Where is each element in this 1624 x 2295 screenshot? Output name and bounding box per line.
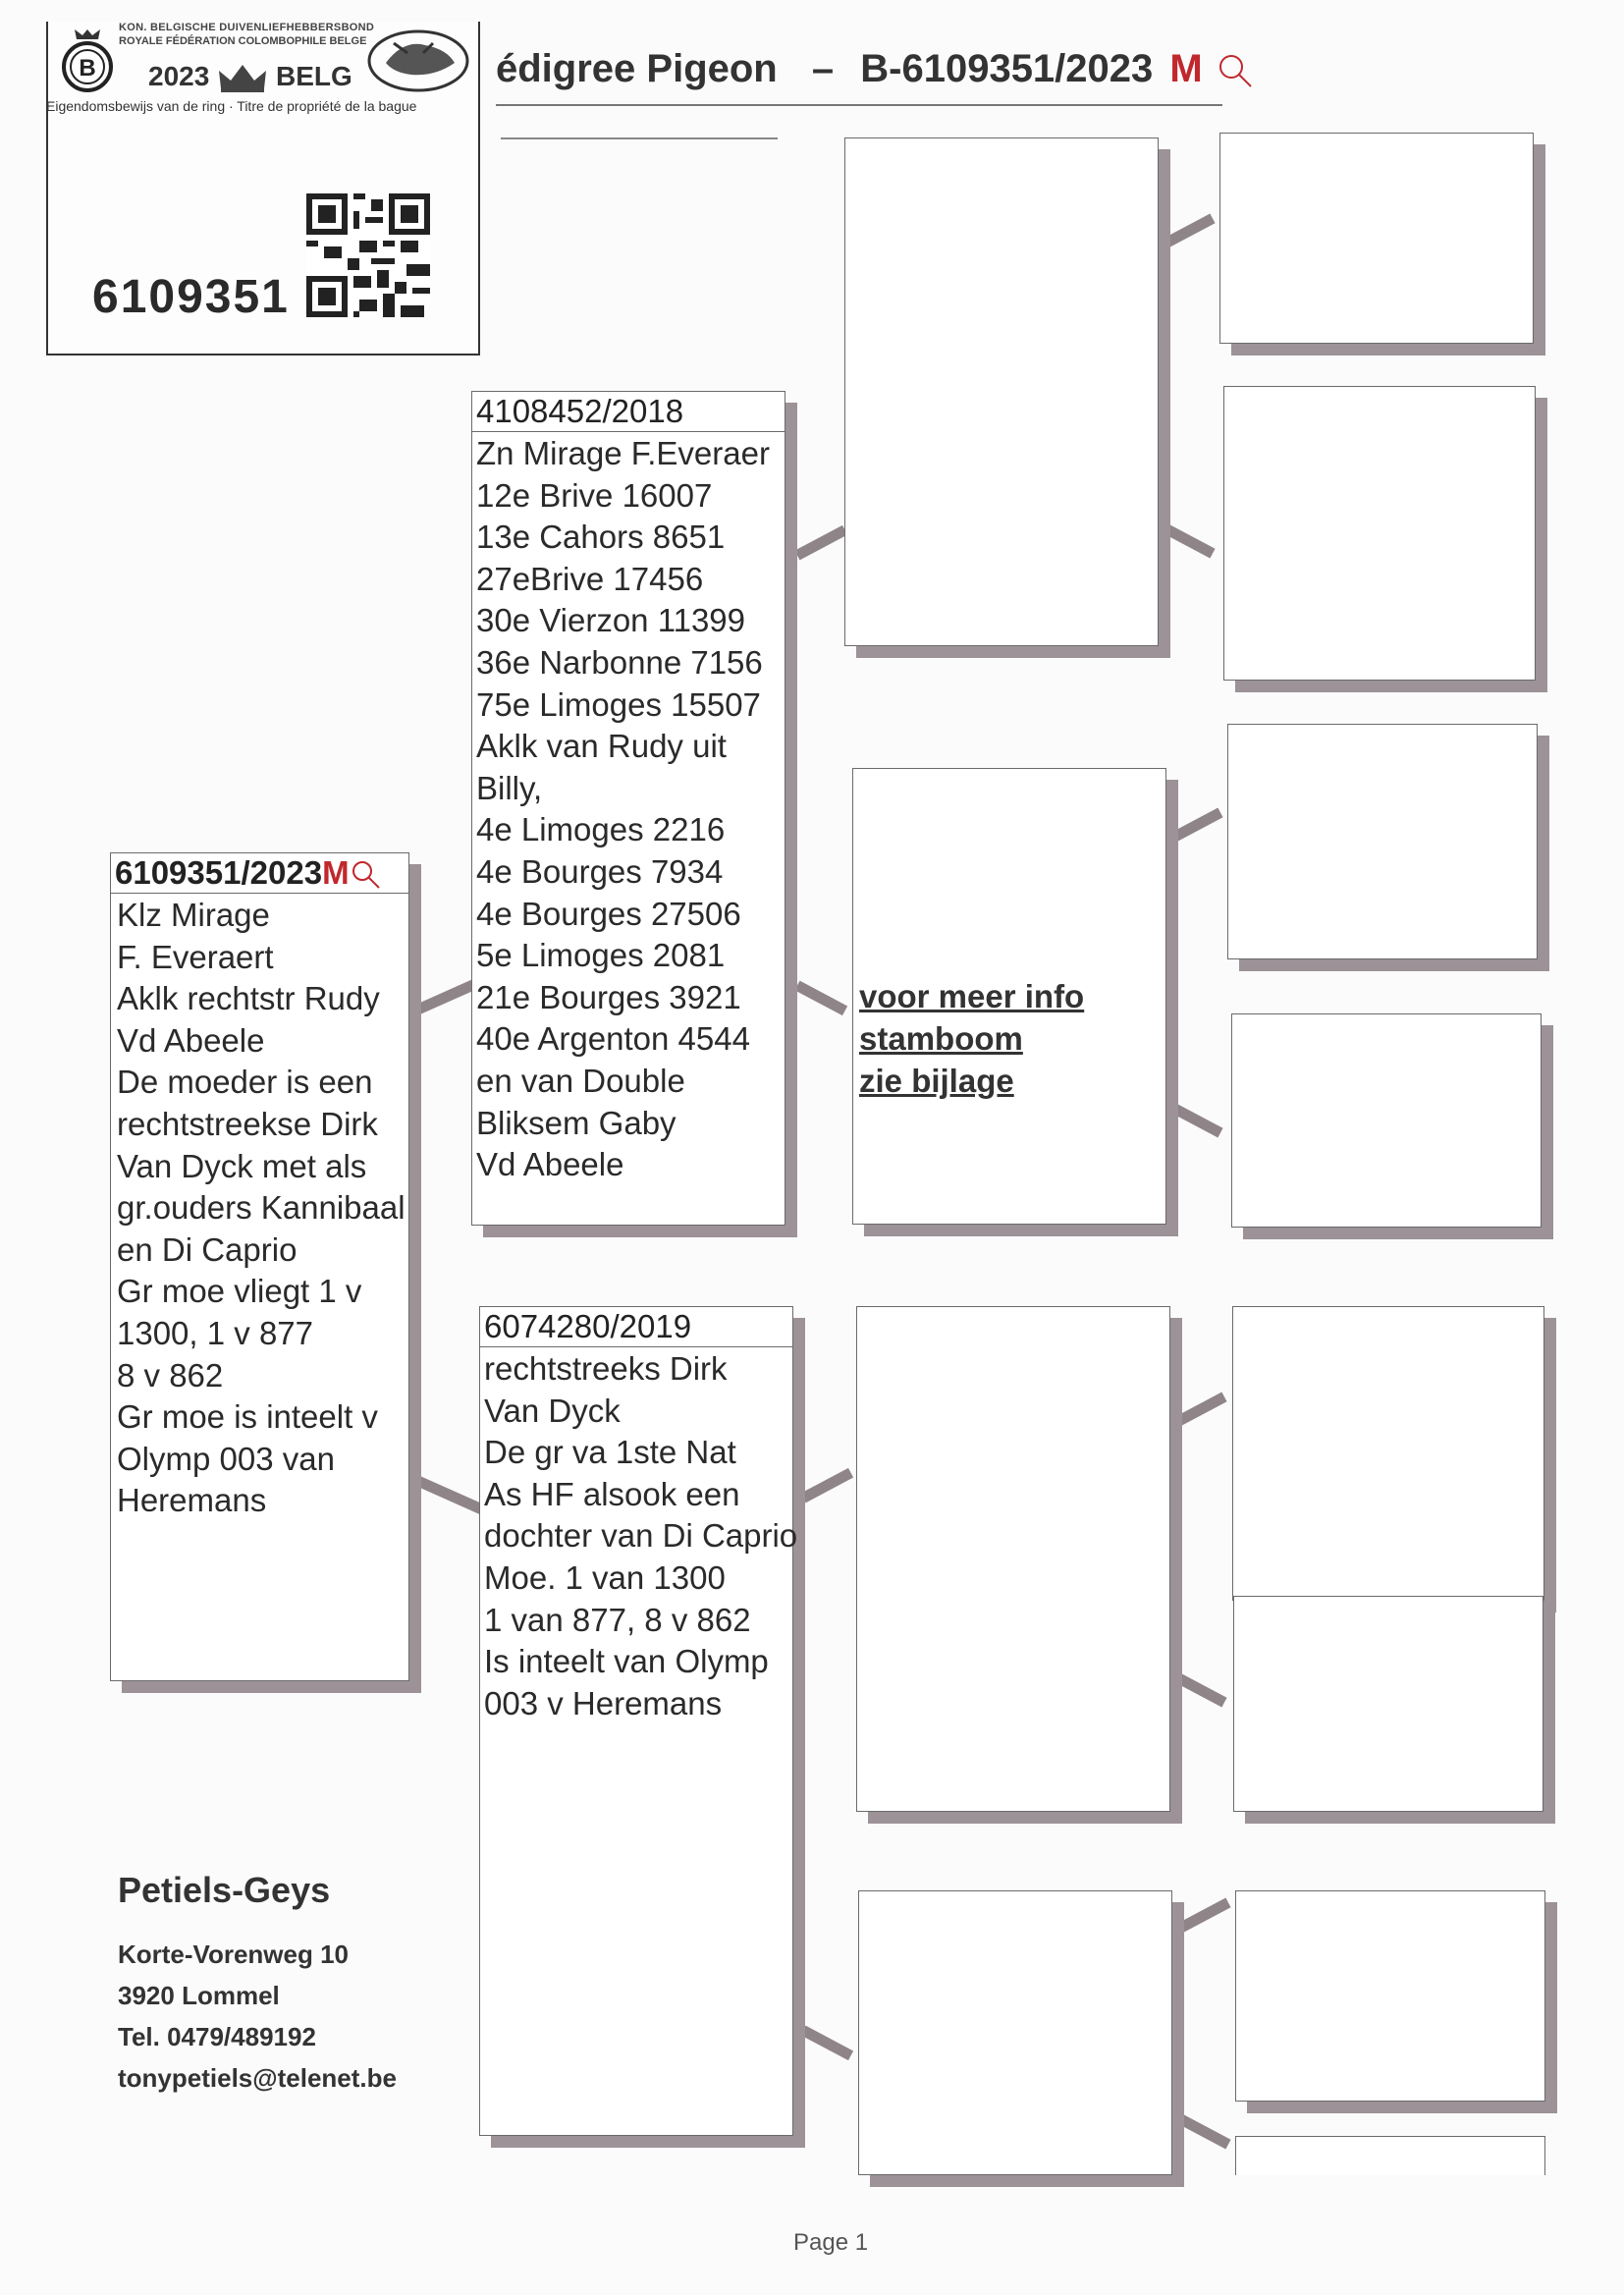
subject-line: Gr moe is inteelt v [117, 1398, 378, 1436]
dam-line: Van Dyck [484, 1392, 621, 1429]
dam-line: Moe. 1 van 1300 [484, 1558, 726, 1596]
sire-line: Aklk van Rudy uit [476, 728, 727, 765]
ring-caption: Eigendomsbewijs van de ring · Titre de propriété de la bague [46, 98, 417, 114]
great-grandparent-card [1231, 1013, 1542, 1228]
sire-line: 36e Narbonne 7156 [476, 643, 763, 681]
title-sex: M [1169, 47, 1203, 90]
subject-ring-header [111, 853, 408, 894]
subject-line: en Di Caprio [117, 1230, 298, 1268]
title-dash: – [811, 47, 835, 90]
sire-line: Billy, [476, 769, 543, 806]
subject-line: Olymp 003 van [117, 1440, 335, 1477]
sire-line: 75e Limoges 15507 [476, 685, 761, 723]
subject-ring-number: 6109351/2023 [115, 854, 323, 891]
more-info-line: zie bijlage [859, 1063, 1014, 1099]
sire-card [471, 391, 785, 1226]
sire-line: 5e Limoges 2081 [476, 937, 726, 974]
subject-line: 1300, 1 v 877 [117, 1314, 313, 1351]
subject-line: Gr moe vliegt 1 v [117, 1273, 362, 1310]
subject-line: Aklk rechtstr Rudy [117, 980, 380, 1017]
connector-line [1173, 2112, 1230, 2150]
search-mark-icon [350, 858, 383, 892]
great-grandparent-card [1223, 386, 1536, 681]
sire-line: Bliksem Gaby [476, 1104, 677, 1141]
sire-line: 40e Argenton 4544 [476, 1020, 750, 1058]
connector-line [794, 525, 847, 561]
connector-line [1158, 521, 1215, 559]
dam-line: rechtstreeks Dirk [484, 1350, 728, 1387]
sire-line: 4e Bourges 27506 [476, 895, 741, 932]
more-info-line: stamboom [859, 1020, 1023, 1057]
sire-line: 30e Vierzon 11399 [476, 602, 746, 639]
subject-line: Vd Abeele [117, 1021, 265, 1059]
dam-card [479, 1306, 798, 2136]
subject-pigeon-card [110, 852, 409, 1681]
connector-line [800, 1468, 853, 1503]
owner-email: tonypetiels@telenet.be [118, 2063, 397, 2093]
title-underline [501, 137, 778, 139]
owner-name: Petiels-Geys [118, 1870, 331, 1910]
dam-description [480, 1348, 797, 1724]
crown-icon [215, 61, 270, 94]
qr-code-icon [306, 193, 430, 317]
dam-ring-number: 6074280/2019 [480, 1307, 792, 1347]
connector-line [1169, 1392, 1226, 1429]
great-grandparent-card [1235, 2136, 1545, 2175]
sire-line: en van Double [476, 1062, 685, 1099]
connector-line [1165, 807, 1222, 845]
ring-card-number: 6109351 [92, 271, 290, 323]
dam-line: 1 van 877, 8 v 862 [484, 1601, 751, 1638]
sire-ring-number: 4108452/2018 [472, 392, 785, 432]
federation-name-nl: KON. BELGISCHE DUIVENLIEFHEBBERSBOND [119, 22, 375, 33]
granddam-maternal-card [858, 1890, 1172, 2175]
owner-phone: Tel. 0479/489192 [118, 2022, 316, 2051]
sire-line: 21e Bourges 3921 [476, 978, 741, 1015]
connector-line [1165, 1101, 1222, 1138]
more-info-note [859, 975, 1084, 1102]
dam-line: De gr va 1ste Nat [484, 1434, 736, 1471]
connector-line [794, 981, 847, 1016]
dam-line: dochter van Di Caprio [484, 1517, 798, 1555]
subject-line: Heremans [117, 1482, 267, 1519]
connector-line [800, 2026, 853, 2061]
sire-line: 4e Bourges 7934 [476, 852, 724, 890]
search-mark-icon [1216, 51, 1255, 90]
owner-city: 3920 Lommel [118, 1981, 280, 2010]
dam-line: 003 v Heremans [484, 1684, 723, 1721]
granddam-paternal-card [852, 768, 1166, 1225]
federation-name-fr: ROYALE FÉDÉRATION COLOMBOPHILE BELGE [119, 35, 367, 47]
connector-line [1173, 1897, 1230, 1935]
subject-line: Van Dyck met als [117, 1147, 367, 1184]
subject-line: rechtstreekse Dirk [117, 1105, 378, 1142]
great-grandparent-card [1227, 724, 1538, 959]
great-grandparent-card [1235, 1890, 1545, 2102]
title-text: édigree Pigeon [496, 47, 778, 90]
great-grandparent-card [1219, 133, 1534, 344]
subject-description [113, 895, 406, 1522]
connector-line [410, 1473, 487, 1515]
connector-line [1158, 213, 1215, 250]
subject-line: Klz Mirage [117, 897, 270, 933]
sire-line: Vd Abeele [476, 1146, 624, 1183]
grandsire-maternal-card [856, 1306, 1170, 1812]
great-grandparent-card [1232, 1306, 1544, 1601]
page-number: Page 1 [793, 2229, 869, 2256]
title-ring: B-6109351/2023 [860, 47, 1154, 90]
emblem-letter: B [79, 55, 96, 82]
page-title [496, 47, 1255, 91]
sire-line: 27eBrive 17456 [476, 560, 704, 597]
owner-street: Korte-Vorenweg 10 [118, 1940, 350, 1969]
subject-line: De moeder is een [117, 1064, 373, 1101]
pigeon-logo-icon [364, 24, 472, 92]
dam-line: Is inteelt van Olymp [484, 1643, 769, 1680]
more-info-line: voor meer info [859, 978, 1085, 1014]
great-grandparent-card [1233, 1596, 1543, 1812]
sire-line: 4e Limoges 2216 [476, 811, 726, 848]
ring-ownership-card [46, 22, 480, 355]
sire-line: 12e Brive 16007 [476, 476, 713, 514]
sire-line: Zn Mirage F.Everaer [476, 435, 770, 471]
subject-line: gr.ouders Kannibaal [117, 1189, 406, 1227]
subject-sex: M [322, 854, 350, 891]
connector-line [1169, 1670, 1226, 1708]
federation-emblem-icon [53, 26, 122, 98]
ring-year: 2023 [148, 61, 210, 91]
ring-country: BELG [276, 61, 352, 91]
grandsire-paternal-card [844, 137, 1159, 646]
sire-description [472, 433, 770, 1186]
subject-line: 8 v 862 [117, 1356, 224, 1393]
dam-line: As HF alsook een [484, 1475, 740, 1512]
sire-line: 13e Cahors 8651 [476, 519, 726, 556]
subject-line: F. Everaert [117, 938, 274, 975]
